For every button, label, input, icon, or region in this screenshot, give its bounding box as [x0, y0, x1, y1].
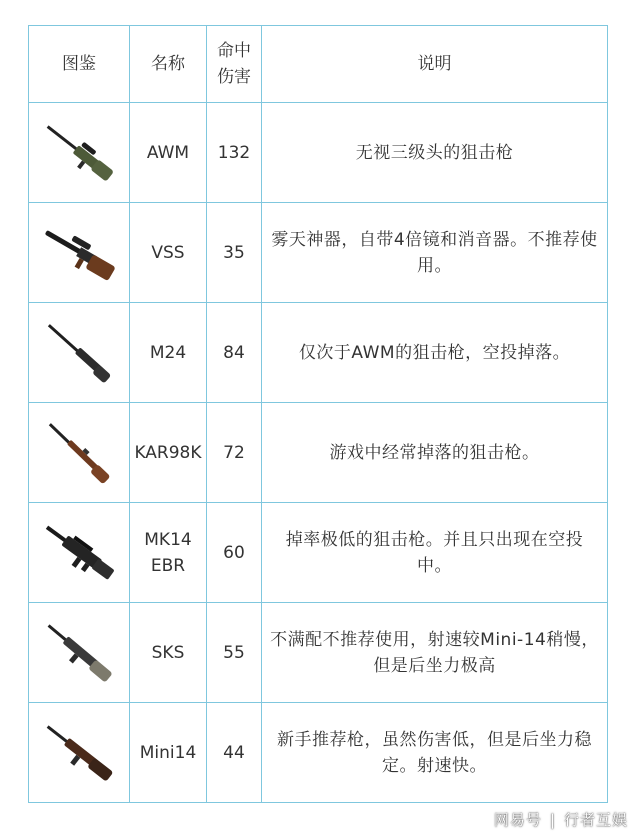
damage-cell: 84	[207, 303, 262, 403]
table-row	[29, 403, 608, 503]
desc-text: 掉率极低的狙击枪。并且只出现在空投中。	[285, 529, 584, 576]
sks-rifle-icon	[36, 613, 122, 693]
desc-text: 仅次于AWM的狙击枪，空投掉落。	[298, 342, 571, 363]
desc-text: 新手推荐枪，虽然伤害低，但是后坐力稳定。射速快。	[277, 729, 592, 776]
header-image: 图鉴	[29, 26, 130, 103]
name-cell: M24	[130, 303, 207, 403]
image-cell	[29, 603, 130, 703]
header-damage-line1: 命中	[217, 41, 251, 61]
mini14-rifle-icon	[36, 713, 122, 793]
damage-cell: 60	[207, 503, 262, 603]
damage-cell: 132	[207, 103, 262, 203]
image-cell	[29, 103, 130, 203]
name-cell: VSS	[130, 203, 207, 303]
name-cell: SKS	[130, 603, 207, 703]
header-damage	[207, 26, 262, 103]
table-row	[29, 103, 608, 203]
table-header-row	[29, 26, 608, 103]
watermark-left: 网易号	[493, 811, 542, 829]
watermark	[494, 809, 628, 830]
name-cell: Mini14	[130, 703, 207, 803]
desc-text: 游戏中经常掉落的狙击枪。	[329, 442, 540, 463]
kar98k-rifle-icon	[36, 413, 122, 493]
damage-cell: 72	[207, 403, 262, 503]
desc-text: 雾天神器，自带4倍镜和消音器。不推荐使用。	[271, 229, 598, 276]
watermark-separator: |	[549, 811, 556, 829]
desc-cell	[262, 303, 608, 403]
desc-text: 不满配不推荐使用，射速较Mini-14稍慢，但是后坐力极高	[270, 629, 599, 676]
desc-cell	[262, 703, 608, 803]
table-row	[29, 203, 608, 303]
desc-cell	[262, 603, 608, 703]
desc-cell	[262, 403, 608, 503]
header-damage-line2: 伤害	[217, 67, 251, 87]
image-cell	[29, 703, 130, 803]
damage-cell: 55	[207, 603, 262, 703]
table-row	[29, 603, 608, 703]
table-row	[29, 303, 608, 403]
mk14-rifle-icon	[36, 513, 122, 593]
table-row	[29, 703, 608, 803]
awm-rifle-icon	[36, 113, 122, 193]
m24-rifle-icon	[36, 313, 122, 393]
desc-text: 无视三级头的狙击枪	[355, 142, 514, 163]
header-desc: 说明	[262, 26, 608, 103]
damage-cell: 35	[207, 203, 262, 303]
image-cell	[29, 503, 130, 603]
name-cell: AWM	[130, 103, 207, 203]
image-cell	[29, 303, 130, 403]
damage-cell: 44	[207, 703, 262, 803]
weapon-table	[28, 25, 608, 803]
watermark-right: 行者互娱	[563, 811, 628, 829]
desc-cell	[262, 103, 608, 203]
image-cell	[29, 203, 130, 303]
table-row	[29, 503, 608, 603]
header-name: 名称	[130, 26, 207, 103]
name-cell: MK14 EBR	[130, 503, 207, 603]
image-cell	[29, 403, 130, 503]
vss-rifle-icon	[36, 213, 122, 293]
name-cell: KAR98K	[130, 403, 207, 503]
desc-cell	[262, 503, 608, 603]
desc-cell	[262, 203, 608, 303]
